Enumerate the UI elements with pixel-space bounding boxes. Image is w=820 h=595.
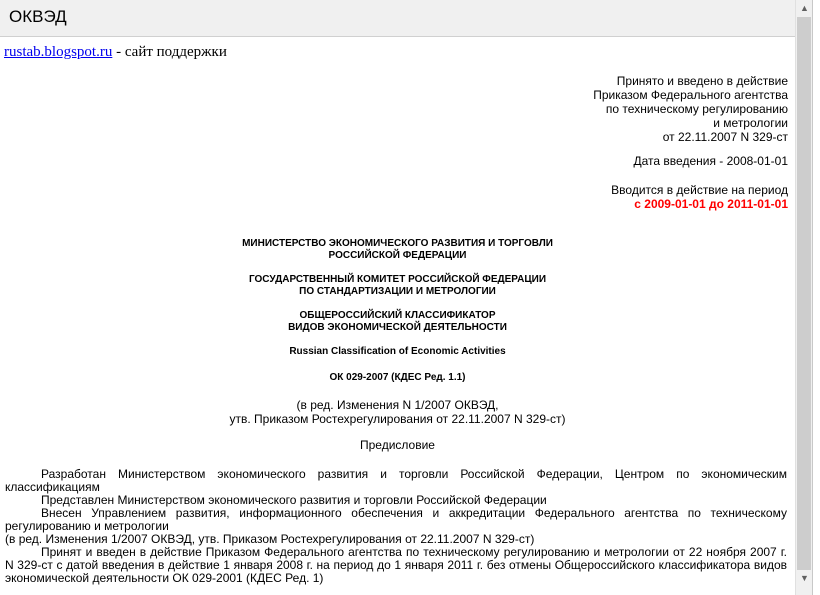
intro-date: Дата введения - 2008-01-01 [633,154,788,168]
ministry-line: РОССИЙСКОЙ ФЕДЕРАЦИИ [328,250,467,261]
classifier-line: ВИДОВ ЭКОНОМИЧЕСКОЙ ДЕЯТЕЛЬНОСТИ [288,322,507,333]
vertical-scrollbar[interactable] [795,0,813,595]
period-block [611,183,788,211]
period-label: Вводится в действие на период [611,183,788,197]
window-frame-edge [812,0,820,595]
edition-line: утв. Приказом Ростехрегулирования от 22.11.2007 N 329-ст) [229,412,566,426]
scroll-thumb[interactable] [797,17,811,572]
document-content [0,36,795,595]
classifier-heading [0,310,795,334]
committee-heading [0,274,795,298]
approval-block [593,74,788,144]
period-range: с 2009-01-01 до 2011-01-01 [634,197,788,211]
approval-line: по техническому регулированию [605,102,788,116]
paragraph-developed: Разработан Министерством экономического развития и торговли Российской Федерации, Центром по экономическим классификациям [5,467,787,494]
committee-line: ГОСУДАРСТВЕННЫЙ КОМИТЕТ РОССИЙСКОЙ ФЕДЕРАЦИИ [248,274,547,285]
edition-note [0,398,795,426]
paragraph-presented: Представлен Министерством экономического развития и торговли Российской Федерации [41,493,547,507]
preface-heading: Предисловие [360,438,435,452]
scroll-down-arrow-icon[interactable]: ▼ [796,570,813,587]
english-title: Russian Classification of Economic Activities [289,346,506,357]
approval-line: Принято и введено в действие [616,74,788,88]
classifier-line: ОБЩЕРОССИЙСКИЙ КЛАССИФИКАТОР [299,310,496,321]
ministry-line: МИНИСТЕРСТВО ЭКОНОМИЧЕСКОГО РАЗВИТИЯ И ТОРГОВЛИ [242,238,553,249]
title-bar [0,0,795,37]
support-link[interactable]: rustab.blogspot.ru [4,44,113,60]
window-title: ОКВЭД [9,7,67,26]
edition-line: (в ред. Изменения N 1/2007 ОКВЭД, [296,398,499,412]
committee-line: ПО СТАНДАРТИЗАЦИИ И МЕТРОЛОГИИ [299,286,496,297]
approval-line: от 22.11.2007 N 329-ст [662,130,788,144]
paragraph-adopted: Принят и введен в действие Приказом Федерального агентства по техническому регулированию и метрологии от 22 ноября 2007 г. N 329-ст с датой введения в действие 1 января 2008 г. на период до 1 января 2011 г. без отмены Общероссийского классификатора видов экономической деятельности ОК 029-2001 (КДЕС Ред. 1) [5,545,787,585]
paragraph-edition-note: (в ред. Изменения 1/2007 ОКВЭД, утв. Приказом Ростехрегулирования от 22.11.2007 N 329-ст) [5,532,535,546]
support-line [4,44,227,61]
paragraph-introduced: Внесен Управлением развития, информационного обеспечения и аккредитации Федерального агентства по техническому регулированию и метрологии [5,506,787,533]
approval-line: и метрологии [713,116,788,130]
ministry-heading [0,238,795,262]
support-suffix: - сайт поддержки [112,44,227,60]
classifier-code: ОК 029-2007 (КДЕС Ред. 1.1) [329,372,466,383]
scroll-up-arrow-icon[interactable]: ▲ [796,0,813,17]
approval-line: Приказом Федерального агентства [593,88,788,102]
